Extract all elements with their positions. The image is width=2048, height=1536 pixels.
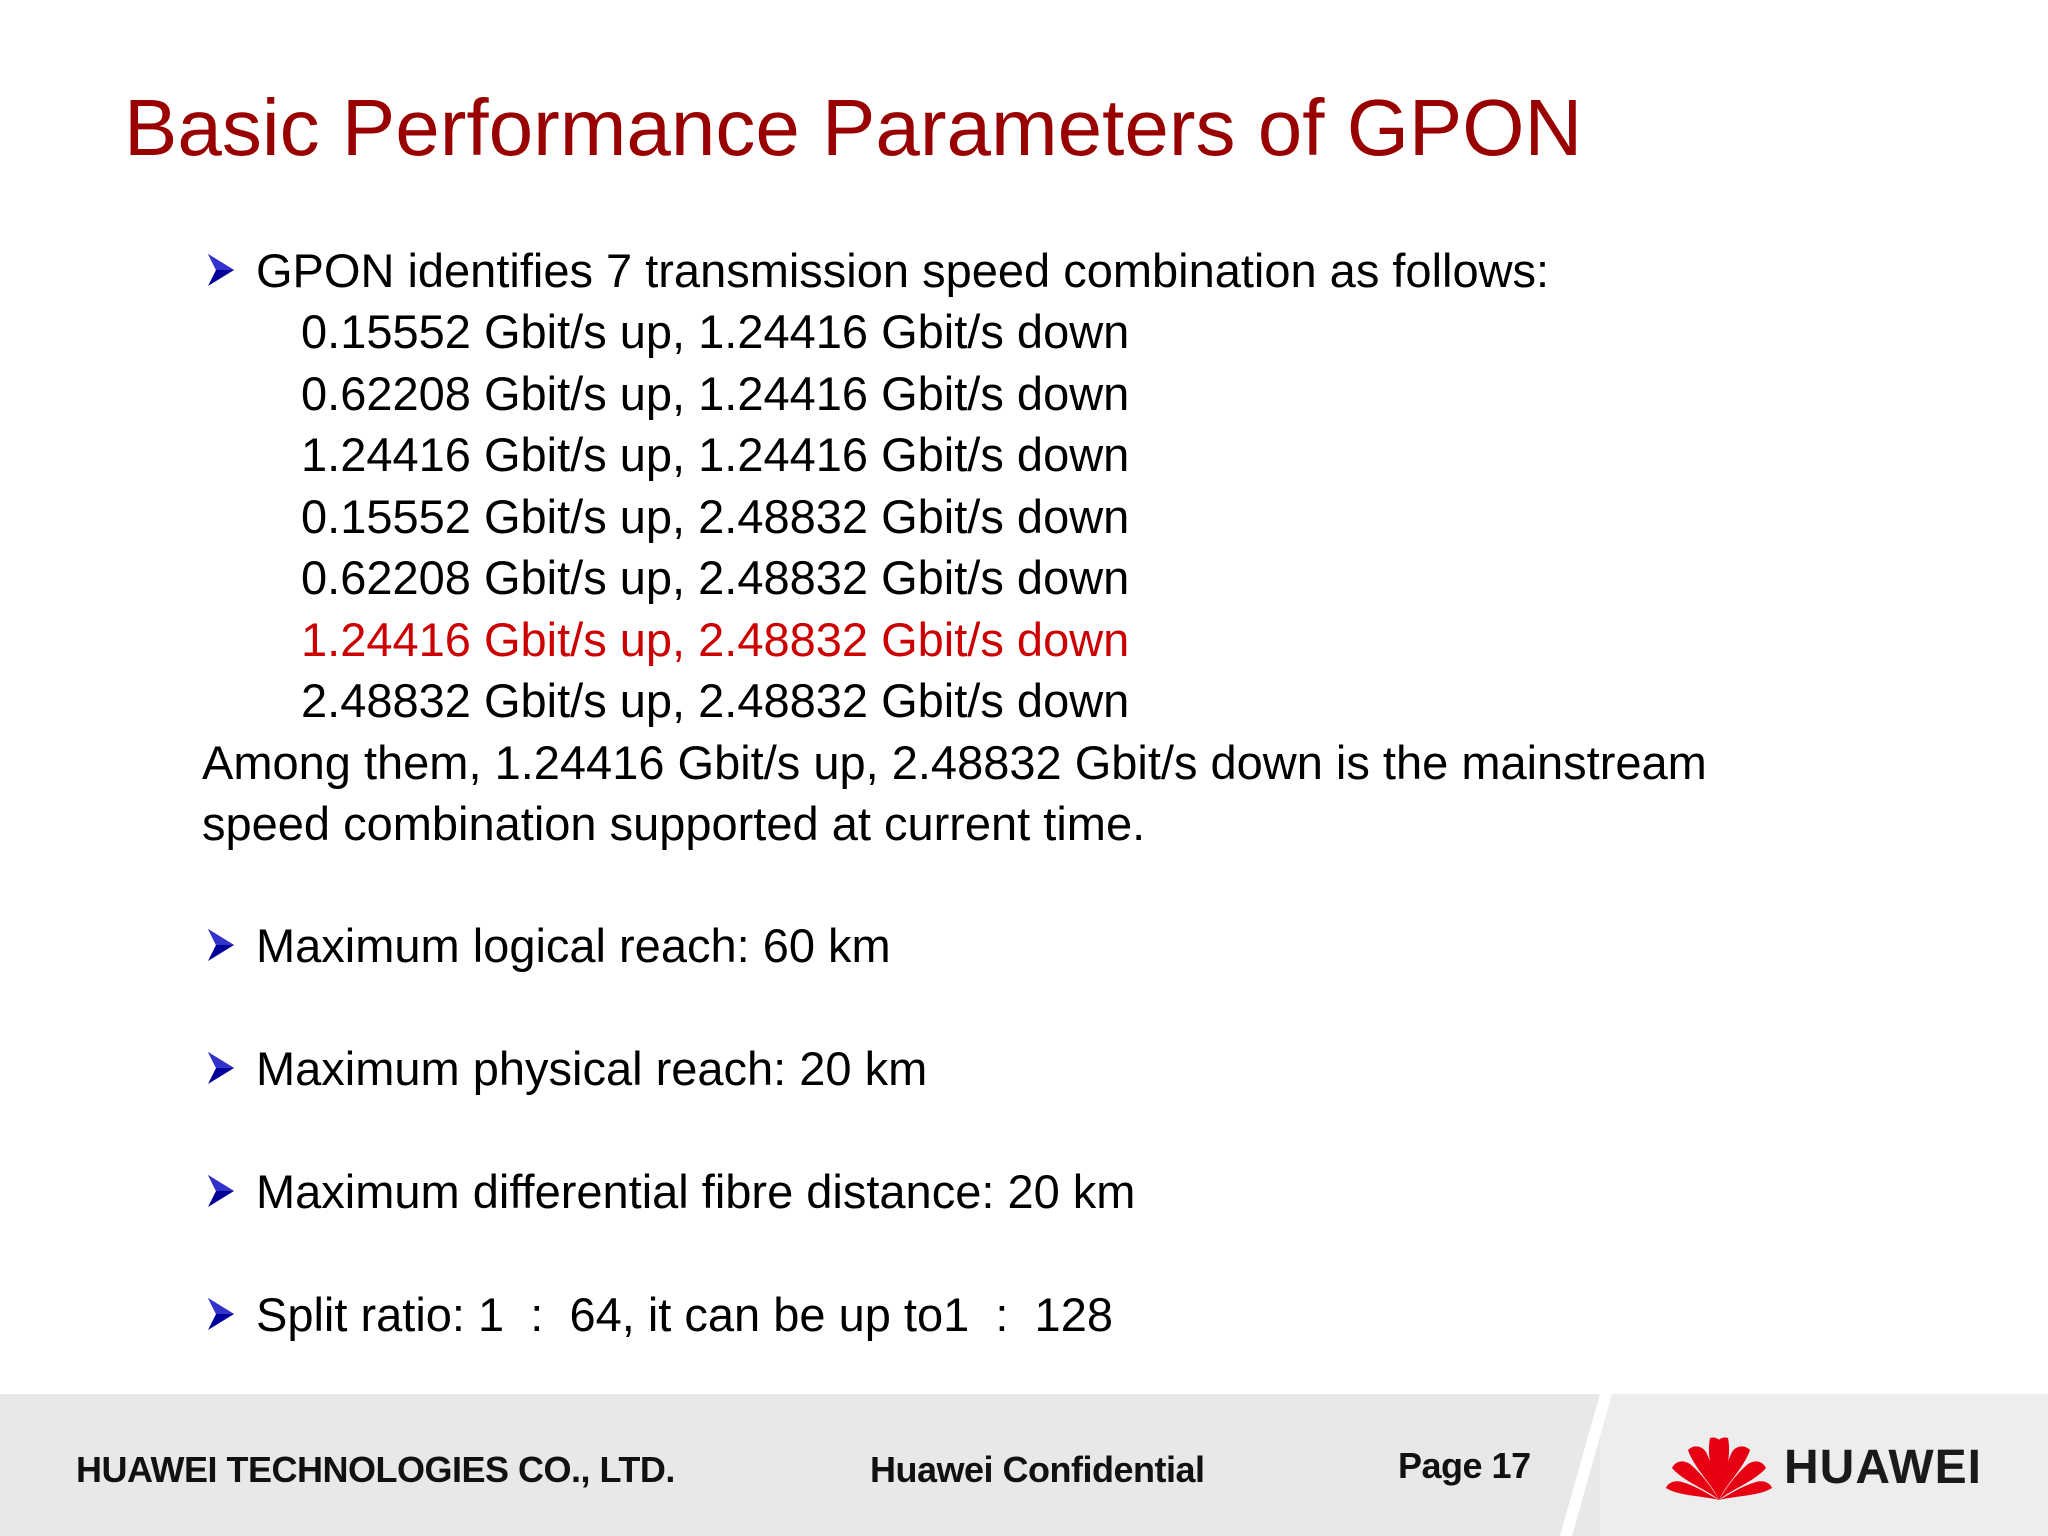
bullet-logical-reach: Maximum logical reach: 60 km	[256, 919, 891, 972]
arrow-bullet-icon	[204, 1048, 238, 1088]
note-line-2: speed combination supported at current time.	[202, 797, 1146, 850]
footer-confidential: Huawei Confidential	[870, 1449, 1205, 1490]
footer-divider-slash	[1560, 1394, 1670, 1536]
combination-4: 0.15552 Gbit/s up, 2.48832 Gbit/s down	[301, 490, 1130, 543]
arrow-bullet-icon	[204, 1294, 238, 1334]
combination-5: 0.62208 Gbit/s up, 2.48832 Gbit/s down	[301, 551, 1130, 604]
combination-2: 0.62208 Gbit/s up, 1.24416 Gbit/s down	[301, 367, 1130, 420]
arrow-bullet-icon	[204, 925, 238, 965]
footer-company: HUAWEI TECHNOLOGIES CO., LTD.	[76, 1449, 675, 1490]
combination-7: 2.48832 Gbit/s up, 2.48832 Gbit/s down	[301, 674, 1130, 727]
combination-3: 1.24416 Gbit/s up, 1.24416 Gbit/s down	[301, 428, 1130, 481]
huawei-flower-logo-icon	[1664, 1428, 1774, 1508]
huawei-logo-wordmark: HUAWEI	[1784, 1441, 1982, 1494]
huawei-logo	[1664, 1428, 2004, 1508]
combination-6-highlighted: 1.24416 Gbit/s up, 2.48832 Gbit/s down	[301, 613, 1130, 666]
note-line-1: Among them, 1.24416 Gbit/s up, 2.48832 Gbit/s down is the mainstream	[202, 736, 1707, 789]
bullet-differential-distance: Maximum differential fibre distance: 20 km	[256, 1165, 1136, 1218]
intro-text: GPON identifies 7 transmission speed combination as follows:	[256, 244, 1550, 297]
bullet-split-ratio: Split ratio: 1 : 64, it can be up to1 : 128	[256, 1288, 1113, 1341]
arrow-bullet-icon	[204, 1171, 238, 1211]
combination-1: 0.15552 Gbit/s up, 1.24416 Gbit/s down	[301, 305, 1130, 358]
arrow-bullet-icon	[204, 250, 238, 290]
footer-page-number: Page 17	[1398, 1445, 1531, 1486]
bullet-physical-reach: Maximum physical reach: 20 km	[256, 1042, 928, 1095]
slide-title: Basic Performance Parameters of GPON	[124, 83, 1583, 172]
